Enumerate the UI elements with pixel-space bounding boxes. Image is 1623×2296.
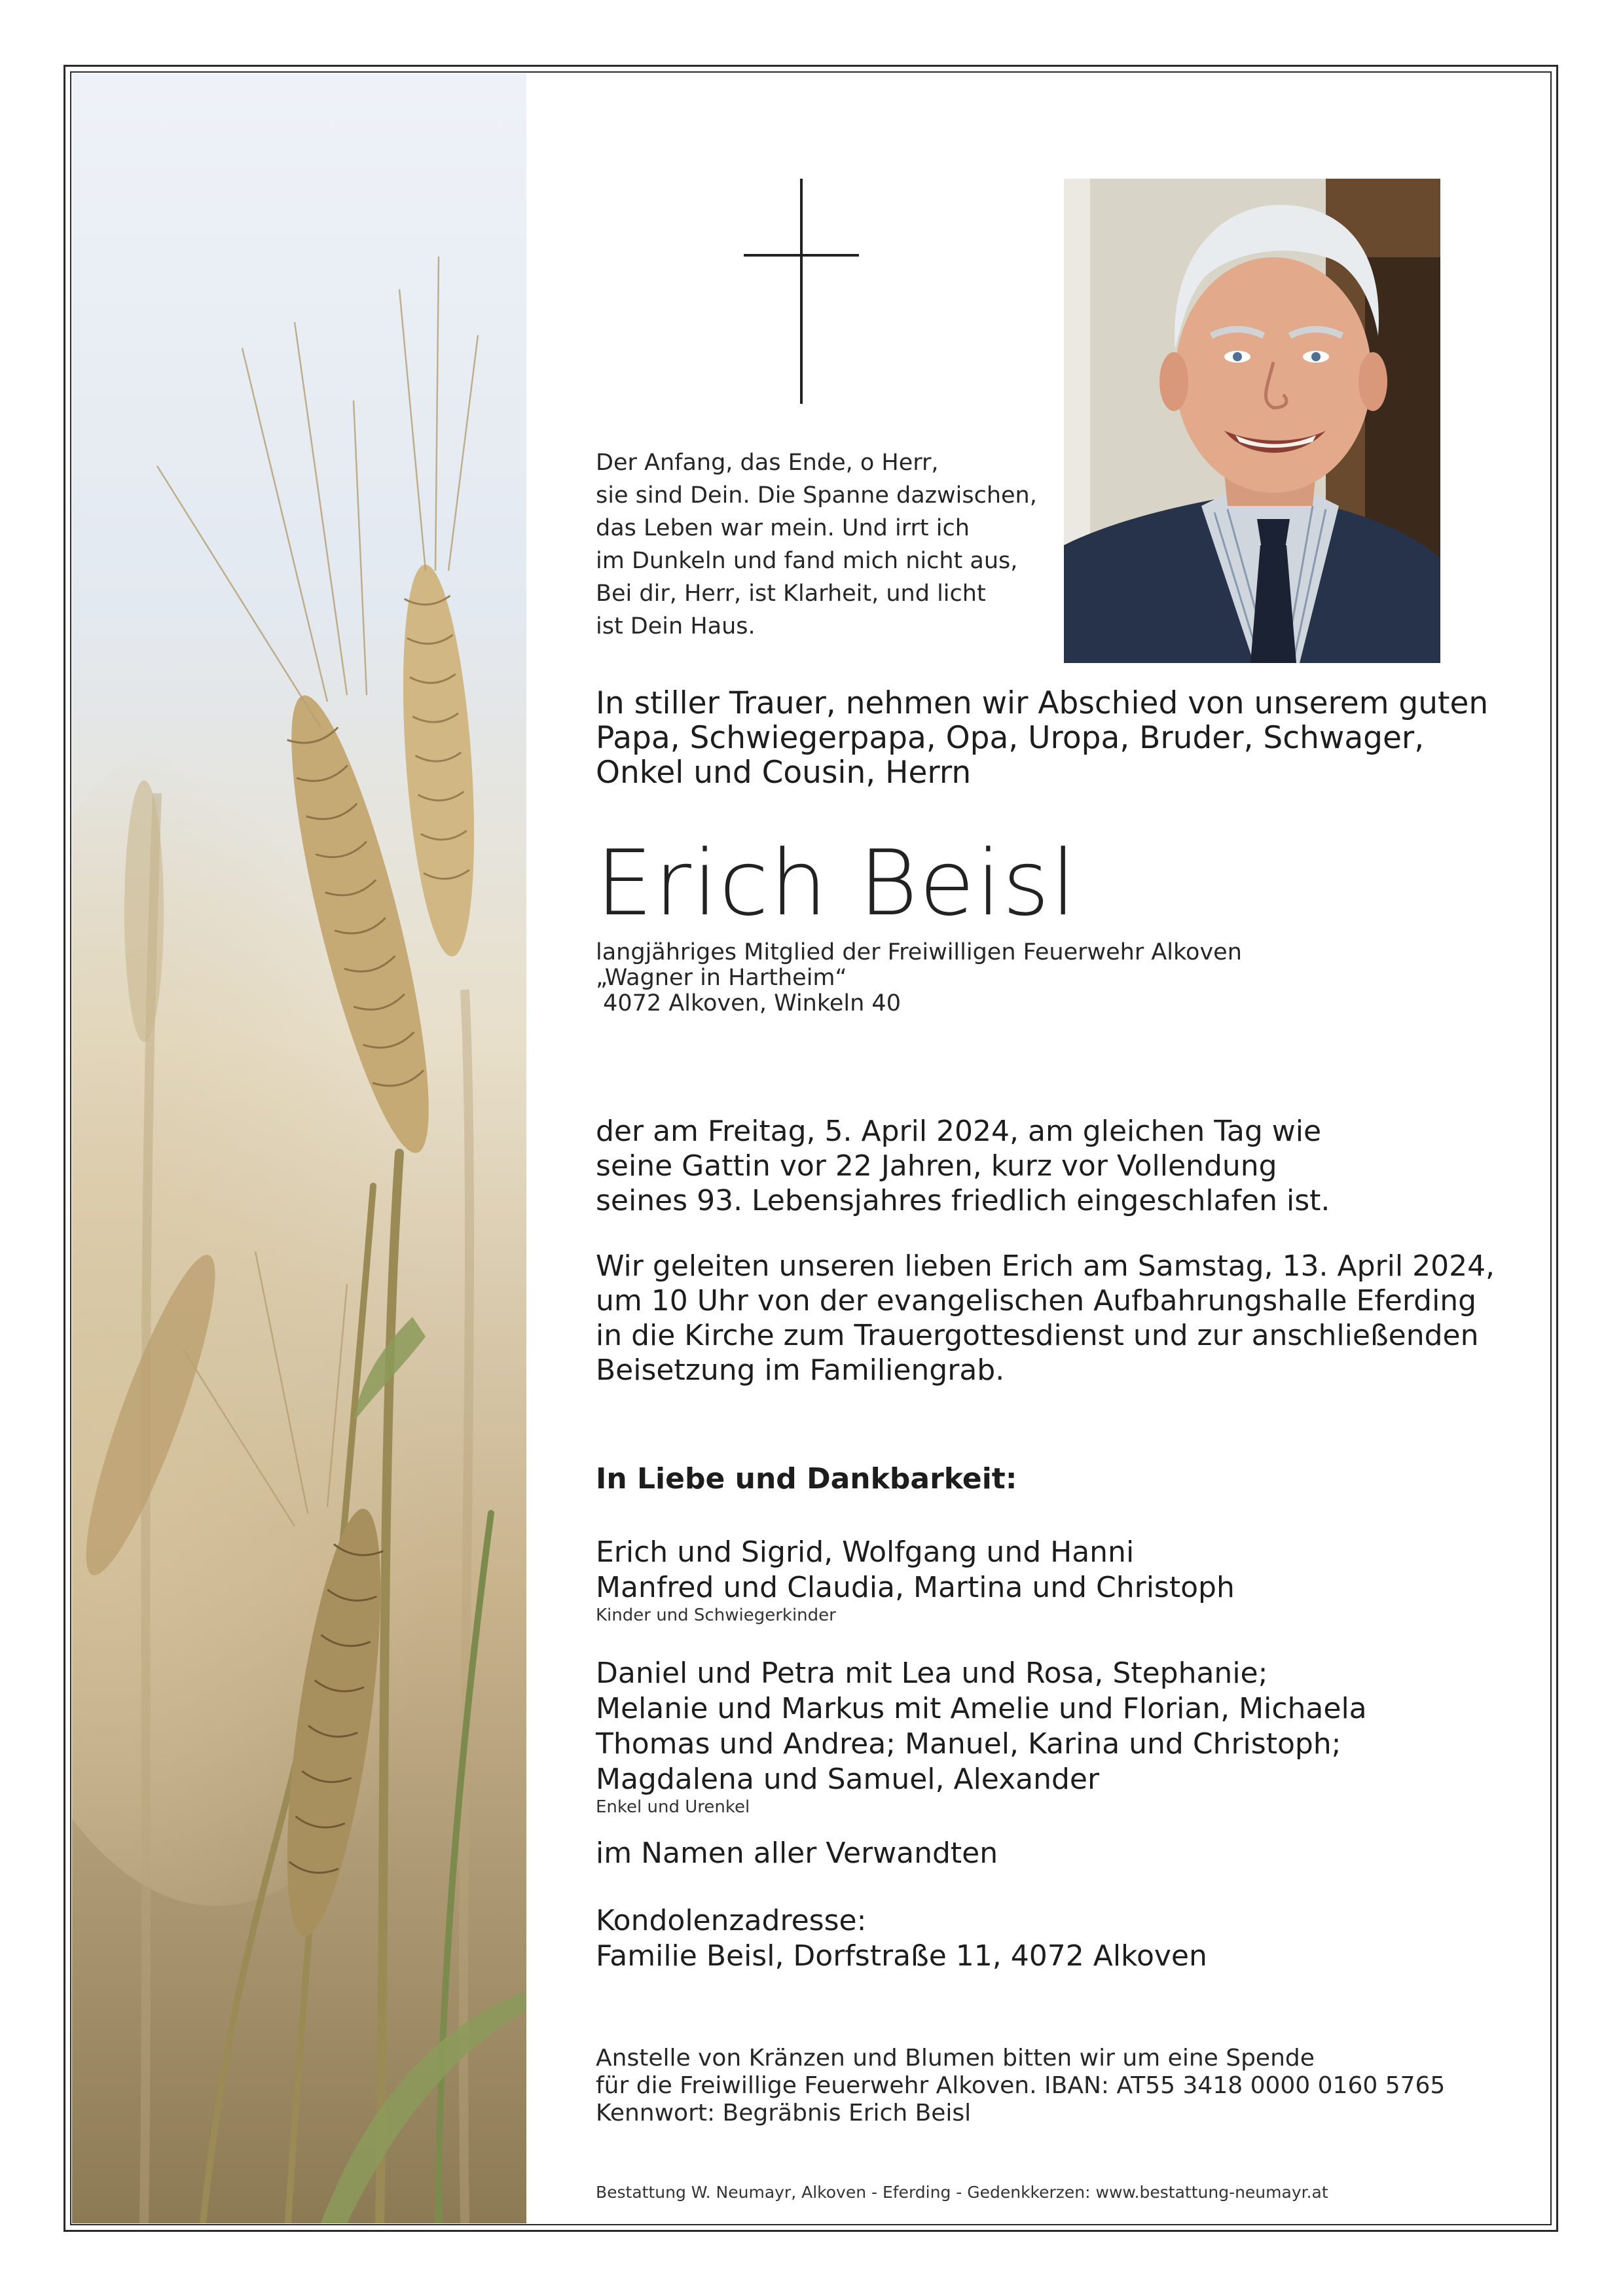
funeral-notice bbox=[596, 1249, 1495, 1388]
funeral-line: um 10 Uhr von der evangelischen Aufbahrungshalle Eferding bbox=[596, 1284, 1477, 1318]
funeral-line: Wir geleiten unseren lieben Erich am Samstag, 13. April 2024, bbox=[596, 1249, 1495, 1283]
condolence-label: Kondolenzadresse: bbox=[596, 1904, 867, 1937]
condolence-street: Familie Beisl, Dorfstraße 11, 4072 Alkoven bbox=[596, 1939, 1207, 1973]
death-notice bbox=[596, 1114, 1330, 1218]
cross-symbol bbox=[744, 179, 859, 404]
portrait-photo bbox=[1064, 179, 1440, 663]
address-line: 4072 Alkoven, Winkeln 40 bbox=[596, 990, 901, 1016]
grandchildren-line: Melanie und Markus mit Amelie und Florian, Michaela bbox=[596, 1692, 1367, 1725]
grandchildren-list bbox=[596, 1656, 1367, 1817]
intro-line: Onkel und Cousin, Herrn bbox=[596, 755, 972, 791]
death-line: seines 93. Lebensjahres friedlich eingeschlafen ist. bbox=[596, 1184, 1330, 1217]
intro-line: In stiller Trauer, nehmen wir Abschied von unserem guten bbox=[596, 685, 1489, 721]
poem-line: ist Dein Haus. bbox=[596, 613, 756, 639]
grandchildren-line: Daniel und Petra mit Lea und Rosa, Stephanie; bbox=[596, 1657, 1268, 1690]
poem-line: Der Anfang, das Ende, o Herr, bbox=[596, 450, 939, 476]
mourners-heading: In Liebe und Dankbarkeit: bbox=[596, 1462, 1017, 1496]
footer-credits: Bestattung W. Neumayr, Alkoven - Eferding - Gedenkkerzen: www.bestattung-neumayr.at bbox=[596, 2183, 1328, 2202]
poem-line: sie sind Dein. Die Spanne dazwischen, bbox=[596, 482, 1037, 509]
poem-line: Bei dir, Herr, ist Klarheit, und licht bbox=[596, 581, 986, 607]
intro-text bbox=[596, 686, 1488, 790]
donation-line: Anstelle von Kränzen und Blumen bitten wir um eine Spende bbox=[596, 2045, 1315, 2072]
deceased-details bbox=[596, 940, 1242, 1016]
children-list bbox=[596, 1535, 1235, 1625]
poem-line: im Dunkeln und fand mich nicht aus, bbox=[596, 548, 1018, 574]
grandchildren-line: Magdalena und Samuel, Alexander bbox=[596, 1763, 1100, 1796]
wheat-photo bbox=[72, 73, 526, 2223]
poem bbox=[596, 446, 1037, 643]
membership-line: langjähriges Mitglied der Freiwilligen Feuerwehr Alkoven bbox=[596, 939, 1242, 965]
grandchildren-line: Thomas und Andrea; Manuel, Karina und Christoph; bbox=[596, 1727, 1341, 1761]
deceased-name: Erich Beisl bbox=[596, 831, 1078, 936]
donation-note bbox=[596, 2045, 1445, 2127]
death-line: seine Gattin vor 22 Jahren, kurz vor Vollendung bbox=[596, 1149, 1277, 1183]
poem-line: das Leben war mein. Und irrt ich bbox=[596, 515, 970, 541]
funeral-line: in die Kirche zum Trauergottesdienst und zur anschließenden bbox=[596, 1319, 1479, 1352]
intro-line: Papa, Schwiegerpapa, Opa, Uropa, Bruder, Schwager, bbox=[596, 720, 1425, 756]
condolence-address bbox=[596, 1903, 1207, 1974]
children-note: Kinder und Schwiegerkinder bbox=[596, 1605, 836, 1625]
relatives-line: im Namen aller Verwandten bbox=[596, 1837, 998, 1870]
donation-line: Kennwort: Begräbnis Erich Beisl bbox=[596, 2100, 972, 2126]
donation-line: für die Freiwillige Feuerwehr Alkoven. IBAN: AT55 3418 0000 0160 5765 bbox=[596, 2072, 1446, 2099]
death-line: der am Freitag, 5. April 2024, am gleichen Tag wie bbox=[596, 1115, 1322, 1148]
funeral-line: Beisetzung im Familiengrab. bbox=[596, 1354, 1005, 1387]
nickname-line: „Wagner in Hartheim“ bbox=[596, 965, 847, 991]
children-line: Manfred und Claudia, Martina und Christoph bbox=[596, 1571, 1235, 1604]
grandchildren-note: Enkel und Urenkel bbox=[596, 1797, 750, 1817]
children-line: Erich und Sigrid, Wolfgang und Hanni bbox=[596, 1535, 1135, 1569]
